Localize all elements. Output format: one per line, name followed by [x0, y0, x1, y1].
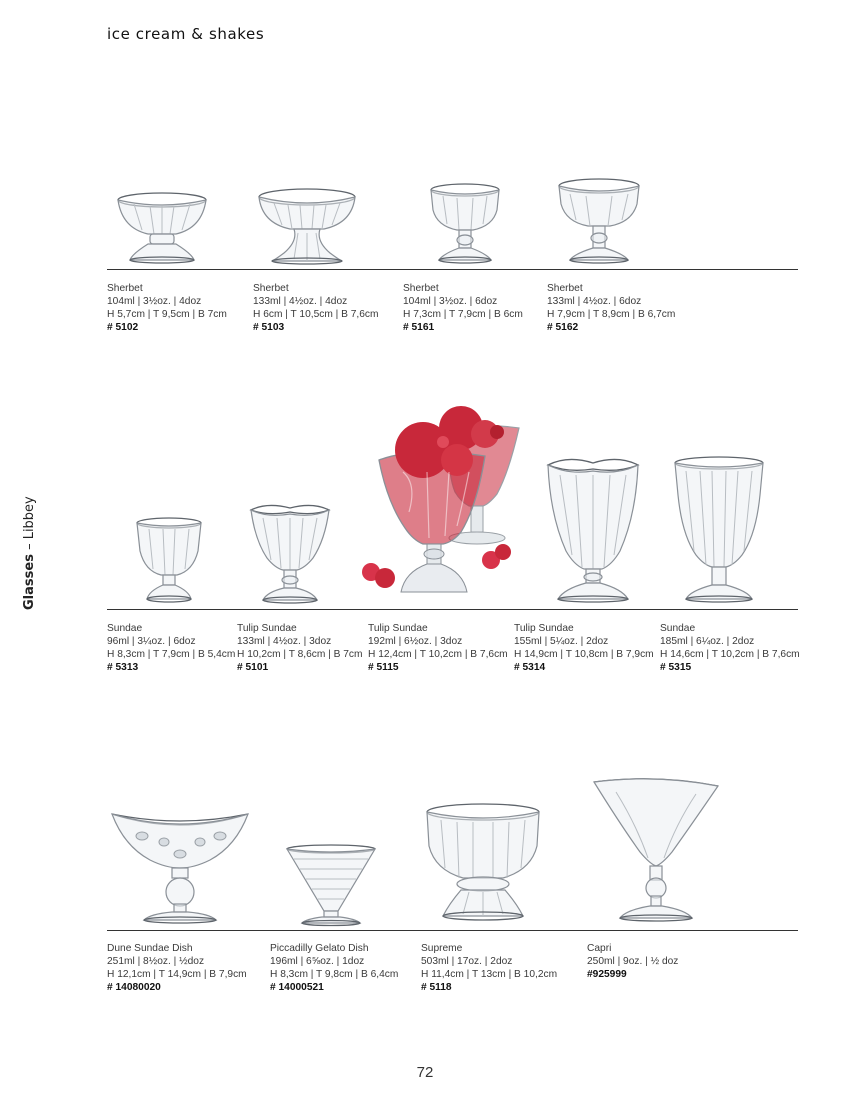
product-image-sherbet-5162 [556, 176, 642, 266]
product-capacity: 503ml | 17oz. | 2doz [421, 956, 513, 967]
product-code: # 5115 [368, 662, 399, 673]
product-spec [107, 942, 247, 994]
side-label-bold: Glasses [22, 554, 37, 610]
product-spec [514, 622, 654, 674]
product-image-supreme [423, 802, 543, 926]
product-spec [237, 622, 363, 674]
product-capacity: 196ml | 6⅝oz. | 1doz [270, 956, 365, 967]
product-code: #925999 [587, 969, 627, 980]
row-divider [107, 269, 798, 270]
product-code: # 5162 [547, 322, 579, 333]
side-label-brand: Libbey [22, 496, 37, 540]
product-name: Tulip Sundae [368, 623, 428, 634]
product-name: Supreme [421, 943, 463, 954]
product-dimensions: H 12,1cm | T 14,9cm | B 7,9cm [107, 969, 247, 980]
product-code: # 5161 [403, 322, 435, 333]
product-dimensions: H 10,2cm | T 8,6cm | B 7cm [237, 649, 363, 660]
product-capacity: 192ml | 6½oz. | 3doz [368, 636, 463, 647]
product-name: Dune Sundae Dish [107, 943, 193, 954]
product-spec [587, 942, 678, 981]
product-name: Tulip Sundae [237, 623, 297, 634]
product-dimensions: H 8,3cm | T 9,8cm | B 6,4cm [270, 969, 399, 980]
product-name: Sherbet [253, 283, 289, 294]
product-name: Sherbet [547, 283, 583, 294]
product-name: Sundae [107, 623, 143, 634]
product-dimensions: H 7,9cm | T 8,9cm | B 6,7cm [547, 309, 676, 320]
product-name: Capri [587, 943, 612, 954]
side-label-separator: – [22, 539, 37, 555]
product-capacity: 155ml | 5¼oz. | 2doz [514, 636, 609, 647]
product-dimensions: H 5,7cm | T 9,5cm | B 7cm [107, 309, 227, 320]
product-name: Piccadilly Gelato Dish [270, 943, 369, 954]
product-spec [270, 942, 398, 994]
product-image-sundae-5315 [672, 455, 766, 605]
product-image-tulip-sundae-5314 [544, 455, 642, 605]
product-photo-sorbet-sundae [357, 402, 535, 602]
product-spec [421, 942, 557, 994]
product-capacity: 251ml | 8½oz. | ½doz [107, 956, 205, 967]
product-dimensions: H 11,4cm | T 13cm | B 10,2cm [421, 969, 558, 980]
product-name: Sherbet [403, 283, 439, 294]
product-image-piccadilly-gelato-dish [284, 843, 378, 927]
product-code: # 5314 [514, 662, 546, 673]
product-name: Sherbet [107, 283, 143, 294]
product-capacity: 104ml | 3½oz. | 6doz [403, 296, 498, 307]
product-name: Sundae [660, 623, 696, 634]
product-spec [107, 622, 235, 674]
side-label [22, 496, 37, 610]
product-image-sherbet-5161 [427, 180, 503, 266]
product-code: # 5315 [660, 662, 692, 673]
product-spec [547, 282, 675, 334]
row-divider [107, 609, 798, 610]
product-spec [368, 622, 508, 674]
product-capacity: 185ml | 6¼oz. | 2doz [660, 636, 755, 647]
product-code: # 5101 [237, 662, 269, 673]
product-capacity: 133ml | 4½oz. | 4doz [253, 296, 348, 307]
product-capacity: 96ml | 3¼oz. | 6doz [107, 636, 196, 647]
product-code: # 5118 [421, 982, 452, 993]
product-capacity: 133ml | 4½oz. | 3doz [237, 636, 332, 647]
product-spec [253, 282, 379, 334]
product-capacity: 104ml | 3½oz. | 4doz [107, 296, 202, 307]
product-spec [403, 282, 523, 334]
product-image-sundae-5313 [133, 515, 205, 605]
product-dimensions: H 7,3cm | T 7,9cm | B 6cm [403, 309, 523, 320]
product-image-sherbet-5102 [112, 188, 212, 266]
section-title: ice cream & shakes [107, 25, 265, 43]
product-code: # 14000521 [270, 982, 324, 993]
product-image-dune-sundae-dish [110, 806, 250, 926]
product-dimensions: H 6cm | T 10,5cm | B 7,6cm [253, 309, 379, 320]
product-spec [107, 282, 227, 334]
product-name: Tulip Sundae [514, 623, 574, 634]
product-code: # 5103 [253, 322, 285, 333]
product-dimensions: H 14,6cm | T 10,2cm | B 7,6cm [660, 649, 800, 660]
page-number: 72 [416, 1064, 434, 1081]
product-dimensions: H 14,9cm | T 10,8cm | B 7,9cm [514, 649, 654, 660]
product-dimensions: H 8,3cm | T 7,9cm | B 5,4cm [107, 649, 236, 660]
product-image-tulip-sundae-5101 [247, 500, 333, 606]
product-code: # 5313 [107, 662, 139, 673]
product-capacity: 133ml | 4½oz. | 6doz [547, 296, 642, 307]
product-capacity: 250ml | 9oz. | ½ doz [587, 956, 679, 967]
product-dimensions: H 12,4cm | T 10,2cm | B 7,6cm [368, 649, 508, 660]
product-image-capri [592, 774, 720, 926]
product-code: # 14080020 [107, 982, 161, 993]
product-spec [660, 622, 800, 674]
product-image-sherbet-5103 [254, 185, 360, 267]
product-code: # 5102 [107, 322, 139, 333]
row-divider [107, 930, 798, 931]
